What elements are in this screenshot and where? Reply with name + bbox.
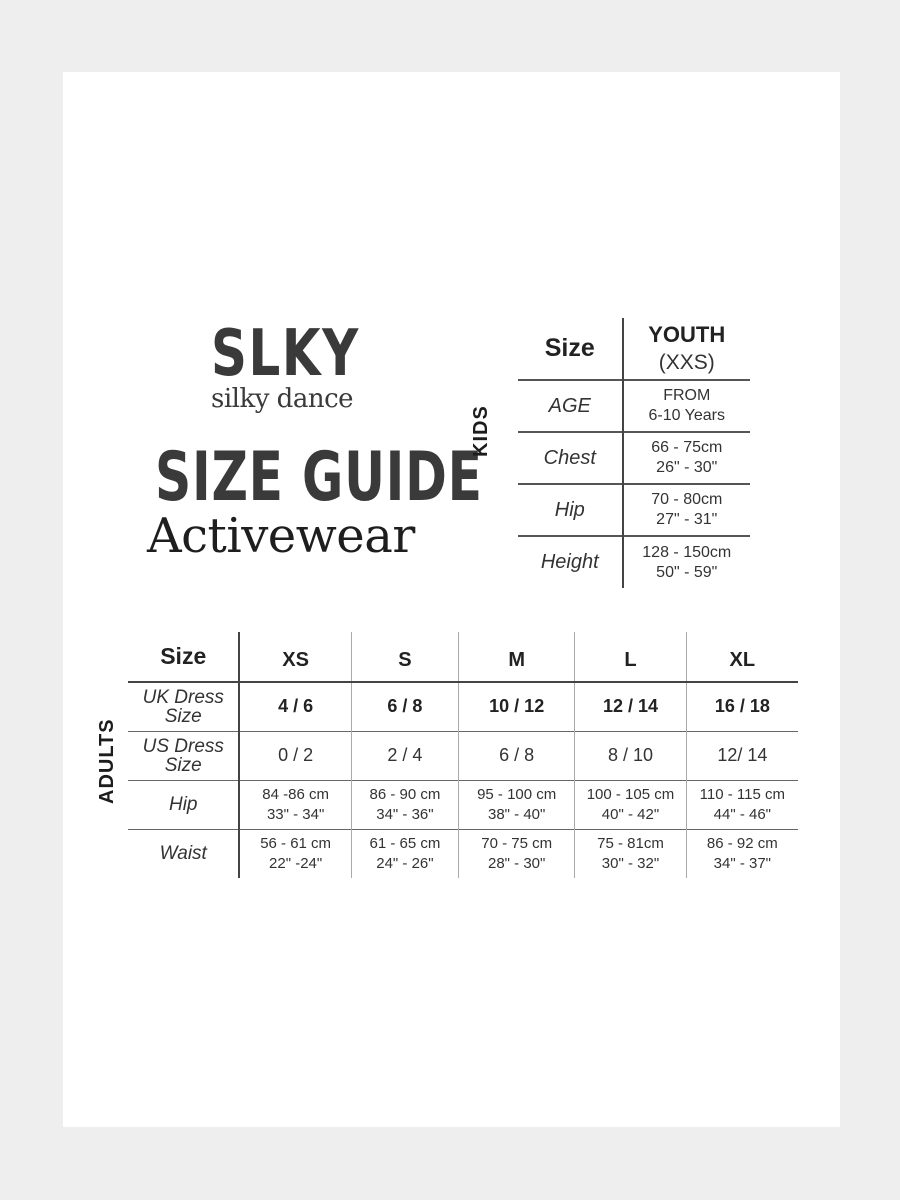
table-cell	[686, 780, 798, 829]
value-line: 6-10 Years	[648, 407, 726, 424]
value-line: 44" - 46"	[713, 805, 772, 823]
kids-row-value	[623, 380, 750, 432]
guide-subtitle: Activewear	[147, 508, 415, 564]
table-cell: 16 / 18	[686, 682, 798, 731]
uk-size-label	[128, 682, 239, 731]
table-row	[518, 432, 750, 484]
kids-youth-label: YOUTH	[648, 322, 726, 348]
value-line: 50" - 59"	[656, 563, 718, 581]
kids-row-value	[623, 484, 750, 536]
guide-title: SIZE GUIDE	[155, 438, 483, 517]
value-line: 34" - 36"	[376, 805, 434, 823]
value-line: 33" - 34"	[266, 805, 325, 823]
value-line: FROM	[663, 387, 711, 404]
table-cell	[575, 829, 686, 878]
kids-row-label: Hip	[518, 484, 623, 536]
value-line: 61 - 65 cm	[369, 835, 441, 853]
value-line: 86 - 90 cm	[369, 786, 441, 803]
label-line: Size	[164, 754, 202, 776]
table-cell	[459, 780, 575, 829]
value-line: 34" - 37"	[713, 854, 772, 872]
kids-youth-header	[623, 318, 750, 380]
logo-tagline: silky dance	[211, 384, 354, 414]
table-cell: 8 / 10	[575, 731, 686, 780]
kids-size-table	[518, 318, 750, 588]
table-cell: 0 / 2	[239, 731, 351, 780]
value-line: 70 - 80cm	[651, 491, 723, 508]
size-header-l: L	[575, 632, 686, 682]
size-header-s: S	[351, 632, 458, 682]
hip-label: Hip	[128, 780, 239, 829]
table-row	[518, 380, 750, 432]
adults-header-row	[128, 632, 798, 682]
value-line: 86 - 92 cm	[706, 835, 778, 853]
value-line: 84 -86 cm	[262, 786, 329, 803]
kids-row-label: Chest	[518, 432, 623, 484]
table-cell	[239, 829, 351, 878]
value-line: 27" - 31"	[656, 511, 718, 528]
value-line: 24" - 26"	[376, 854, 434, 872]
table-row	[128, 682, 798, 731]
kids-row-value	[623, 432, 750, 484]
value-line: 110 - 115 cm	[699, 786, 785, 803]
table-cell: 12/ 14	[686, 731, 798, 780]
kids-size-header: Size	[544, 334, 595, 362]
table-cell: 10 / 12	[459, 682, 575, 731]
table-cell	[459, 829, 575, 878]
us-size-label	[128, 731, 239, 780]
value-line: 38" - 40"	[488, 805, 546, 823]
value-line: 26" - 30"	[656, 459, 718, 476]
table-row	[518, 484, 750, 536]
table-cell: 2 / 4	[351, 731, 458, 780]
adults-section-label: ADULTS	[96, 718, 118, 804]
value-line: 56 - 61 cm	[260, 835, 332, 853]
value-line: 30" - 32"	[601, 854, 660, 872]
value-line: 95 - 100 cm	[477, 786, 557, 803]
value-line: 75 - 81cm	[597, 835, 664, 853]
label-line: UK Dress	[142, 686, 224, 708]
value-line: 28" - 30"	[488, 854, 546, 872]
kids-youth-code: (XXS)	[658, 350, 715, 374]
value-line: 40" - 42"	[601, 805, 660, 823]
table-cell	[575, 780, 686, 829]
table-cell: 12 / 14	[575, 682, 686, 731]
waist-label: Waist	[128, 829, 239, 878]
table-row	[128, 731, 798, 780]
table-cell	[239, 780, 351, 829]
table-cell: 6 / 8	[459, 731, 575, 780]
kids-section-label: KIDS	[470, 405, 492, 457]
table-cell: 4 / 6	[239, 682, 351, 731]
size-header-xs: XS	[239, 632, 351, 682]
logo-wordmark: SLKY	[211, 317, 360, 391]
size-guide-sheet	[63, 72, 840, 1127]
table-row	[128, 780, 798, 829]
label-line: Size	[164, 705, 202, 727]
value-line: 66 - 75cm	[651, 439, 723, 456]
table-cell	[686, 829, 798, 878]
table-row	[518, 536, 750, 588]
value-line: 128 - 150cm	[642, 543, 732, 561]
kids-row-value	[623, 536, 750, 588]
table-row	[128, 829, 798, 878]
table-cell	[351, 780, 458, 829]
table-cell: 6 / 8	[351, 682, 458, 731]
size-header-m: M	[459, 632, 575, 682]
size-header-xl: XL	[686, 632, 798, 682]
kids-row-label: Height	[518, 536, 623, 588]
label-line: US Dress	[142, 735, 224, 757]
adults-size-table	[128, 632, 798, 878]
value-line: 22" -24"	[269, 854, 323, 872]
table-cell	[351, 829, 458, 878]
value-line: 70 - 75 cm	[481, 835, 553, 853]
value-line: 100 - 105 cm	[586, 786, 675, 803]
kids-header-row	[518, 318, 750, 380]
kids-row-label: AGE	[518, 380, 623, 432]
adults-size-header: Size	[160, 643, 207, 669]
